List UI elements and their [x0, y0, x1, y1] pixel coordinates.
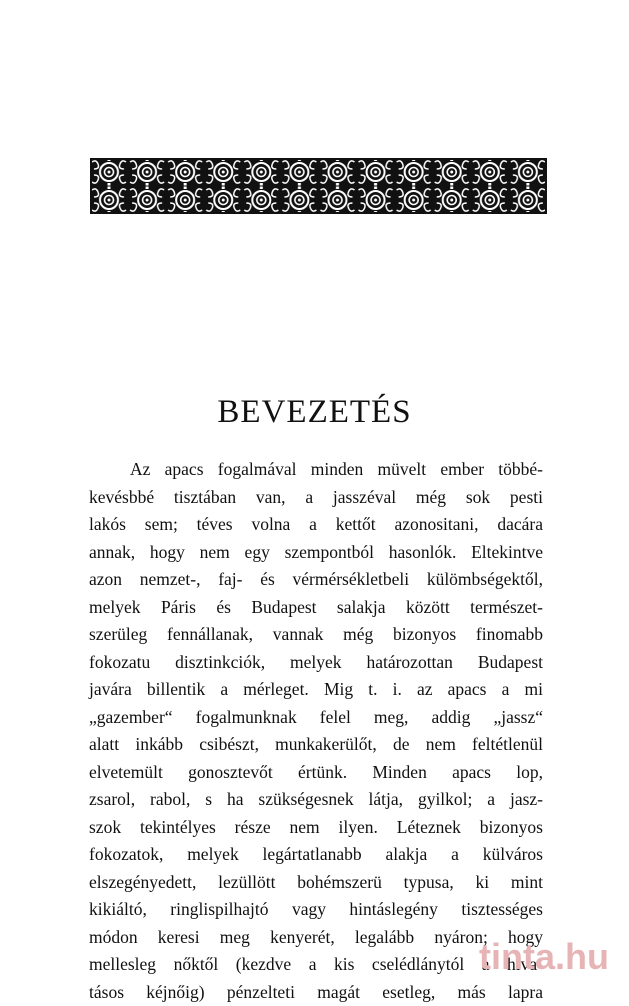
text-line: „gazember“ fogalmunknak felel meg, addig „jassz“ [89, 704, 543, 732]
text-line: Az apacs fogalmával minden müvelt ember többé- [89, 456, 543, 484]
watermark-logo: tinta.hu [479, 936, 609, 978]
text-line: szok tekintélyes része nem ilyen. Léteznek bizonyos [89, 814, 543, 842]
text-line: mellesleg nőktől (kezdve a kis cselédlánytól a hiva- [89, 951, 543, 979]
text-line: fokozatok, melyek legártatlanabb alakja a külváros [89, 841, 543, 869]
text-line: kevésbbé tisztában van, a jasszéval még sok pesti [89, 484, 543, 512]
text-line: szerüleg fennállanak, vannak még bizonyos finomabb [89, 621, 543, 649]
text-line: lakós sem; téves volna a kettőt azonositani, dacára [89, 511, 543, 539]
text-line: alatt inkább csibészt, munkakerülőt, de nem feltétlenül [89, 731, 543, 759]
text-line: tásos kéjnőig) pénzelteti magát esetleg, más lapra [89, 979, 543, 1006]
text-line: azon nemzet-, faj- és vérmérsékletbeli külömbségektől, [89, 566, 543, 594]
ornamental-band [90, 158, 547, 214]
text-line: módon keresi meg kenyerét, legalább nyáron; hogy [89, 924, 543, 952]
text-line: javára billentik a mérleget. Mig t. i. az apacs a mi [89, 676, 543, 704]
chapter-title: BEVEZETÉS [0, 392, 629, 432]
text-line: elszegényedett, lezüllött bohémszerü typusa, ki mint [89, 869, 543, 897]
body-text [89, 456, 543, 1006]
text-line: zsarol, rabol, s ha szükségesnek látja, gyilkol; a jasz- [89, 786, 543, 814]
text-line: kikiáltó, ringlispilhajtó vagy hintáslegény tisztességes [89, 896, 543, 924]
text-line: melyek Páris és Budapest salakja között természet- [89, 594, 543, 622]
text-line: elvetemült gonosztevőt értünk. Minden apacs lop, [89, 759, 543, 787]
text-line: fokozatu disztinkciók, melyek határozottan Budapest [89, 649, 543, 677]
text-line: annak, hogy nem egy szempontból hasonlók. Eltekintve [89, 539, 543, 567]
